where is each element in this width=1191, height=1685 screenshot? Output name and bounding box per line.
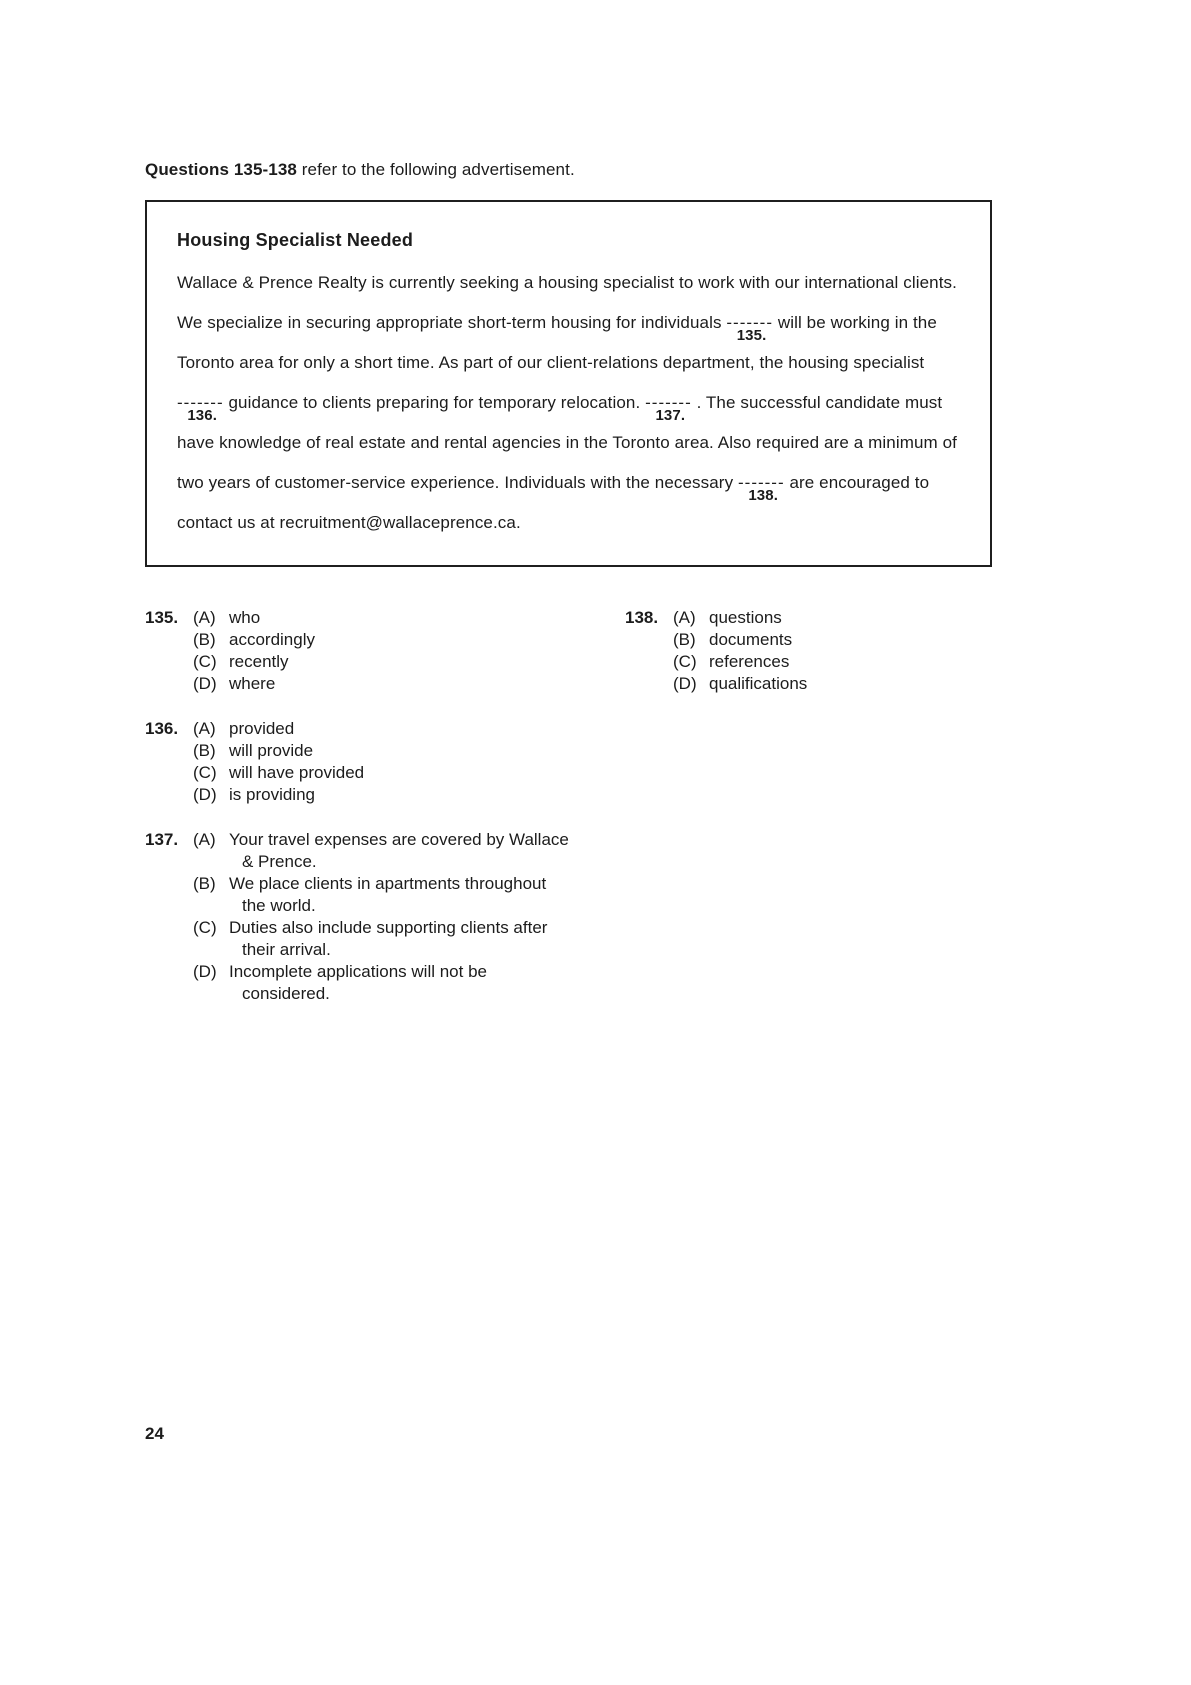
- option-text: who: [229, 608, 261, 627]
- option-row: [193, 651, 315, 673]
- questions-column-right: [625, 607, 1065, 695]
- option-letter: (A): [193, 608, 216, 627]
- option-row: [193, 673, 315, 695]
- option-row: [193, 740, 364, 762]
- blank-dashes: -------: [177, 393, 224, 412]
- blank-137: [645, 383, 692, 423]
- option-row: [673, 651, 807, 673]
- option-letter: (A): [193, 830, 216, 849]
- options-list: [673, 607, 807, 695]
- option-row: [673, 673, 807, 695]
- options-list: [193, 829, 573, 1005]
- option-text: provided: [229, 719, 295, 738]
- blank-number-135: 135.: [736, 327, 767, 344]
- blank-135: [726, 303, 773, 343]
- ad-text-segment: are encouraged to contact us at recruitment@wallaceprence.ca.: [177, 473, 930, 532]
- ad-title: Housing Specialist Needed: [177, 230, 414, 250]
- question-number: 136.: [145, 719, 179, 738]
- questions-column-left: [145, 607, 615, 1005]
- option-letter: (B): [193, 741, 216, 760]
- questions-header: [145, 160, 575, 180]
- option-row: [193, 718, 364, 740]
- options-list: [193, 718, 364, 806]
- question-135: [145, 607, 615, 695]
- option-text: documents: [709, 630, 793, 649]
- option-letter: (C): [193, 763, 217, 782]
- option-row: [193, 917, 573, 961]
- question-number: 138.: [625, 608, 659, 627]
- option-text: Duties also include supporting clients after their arrival.: [229, 918, 548, 959]
- option-text: where: [229, 674, 276, 693]
- option-text: references: [709, 652, 790, 671]
- option-letter: (D): [673, 674, 697, 693]
- questions-header-text: refer to the following advertisement.: [296, 160, 575, 179]
- option-text: qualifications: [709, 674, 808, 693]
- options-list: [193, 607, 315, 695]
- option-letter: (D): [193, 674, 217, 693]
- option-text: recently: [229, 652, 289, 671]
- option-letter: (C): [193, 652, 217, 671]
- option-letter: (C): [673, 652, 697, 671]
- question-number: 135.: [145, 608, 179, 627]
- option-text: Incomplete applications will not be considered.: [229, 962, 487, 1003]
- option-row: [193, 629, 315, 651]
- option-text: is providing: [229, 785, 315, 804]
- option-text: accordingly: [229, 630, 315, 649]
- option-letter: (D): [193, 785, 217, 804]
- blank-number-136: 136.: [187, 407, 217, 424]
- option-letter: (A): [193, 719, 216, 738]
- option-row: [193, 784, 364, 806]
- blank-dashes: -------: [726, 313, 774, 332]
- ad-text-segment: . The successful candidate must have knowledge of real estate and rental agencies in the Toronto area. Also required are a minimum of two years of customer-service experience. Individuals with the necessary: [177, 393, 957, 492]
- blank-dashes: -------: [645, 393, 692, 412]
- option-text: will have provided: [229, 763, 365, 782]
- option-row: [193, 829, 573, 873]
- option-text: questions: [709, 608, 782, 627]
- option-row: [193, 607, 315, 629]
- option-letter: (B): [673, 630, 696, 649]
- question-137: [145, 829, 615, 1005]
- advertisement-box: [145, 200, 992, 567]
- ad-text-segment: guidance to clients preparing for temporary relocation.: [223, 393, 646, 412]
- page-number: 24: [145, 1424, 164, 1443]
- questions-header-range: Questions 135-138: [145, 160, 297, 179]
- blank-dashes: -------: [738, 473, 785, 492]
- ad-body: [177, 263, 960, 543]
- ad-text-segment: Wallace & Prence Realty is currently seeking a housing specialist to work with our international clients. We specialize in securing appropriate short-term housing for individuals: [177, 273, 957, 332]
- option-row: [193, 873, 573, 917]
- option-row: [673, 629, 807, 651]
- option-row: [673, 607, 807, 629]
- option-text: Your travel expenses are covered by Wallace & Prence.: [229, 830, 569, 871]
- question-number: 137.: [145, 830, 179, 849]
- blank-number-137: 137.: [655, 407, 686, 424]
- option-row: [193, 961, 573, 1005]
- blank-number-138: 138.: [748, 487, 778, 504]
- option-letter: (B): [193, 630, 216, 649]
- option-letter: (D): [193, 962, 217, 981]
- option-letter: (A): [673, 608, 696, 627]
- option-text: We place clients in apartments throughout the world.: [229, 874, 547, 915]
- blank-138: [738, 463, 785, 503]
- option-row: [193, 762, 364, 784]
- option-text: will provide: [229, 741, 314, 760]
- question-136: [145, 718, 615, 806]
- blank-136: [177, 383, 224, 423]
- option-letter: (C): [193, 918, 217, 937]
- ad-text-segment: will be working in the Toronto area for only a short time. As part of our client-relations department, the housing specialist: [177, 313, 937, 372]
- option-letter: (B): [193, 874, 216, 893]
- question-138: [625, 607, 1065, 695]
